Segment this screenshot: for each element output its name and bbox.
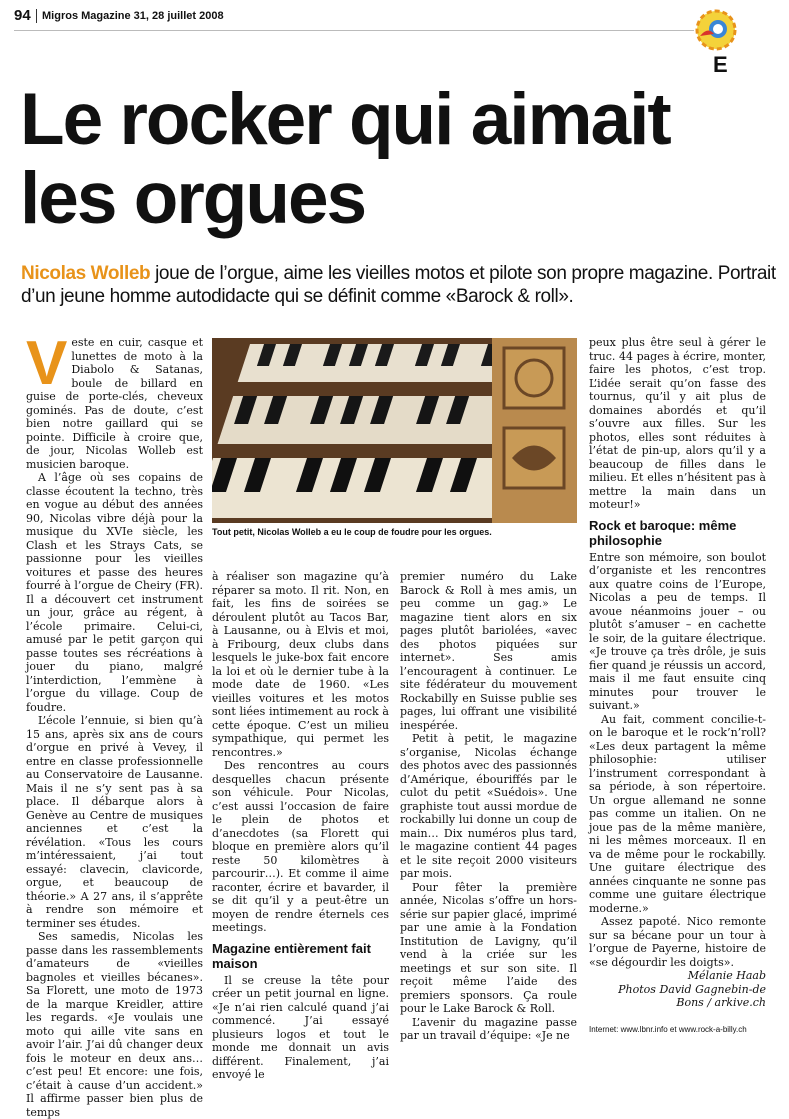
column-4 (589, 336, 766, 1010)
section-letter: E (713, 52, 728, 77)
paragraph: L’école l’ennuie, si bien qu’à 15 ans, après six ans de cours d’orgue en privé à Vevey, il entre en classe professionnelle au Conservatoire de Lausanne. Mais il ne s’y sent pas à sa place. Il débarque alors à Genève au Centre de musiques anciennes et c’est la révélation. «Tous les cours m’intéressaient, j’ai tout essayé: clavecin, clavicorde, orgue, et beaucoup de théorie.» A 27 ans, il s’apprête à rendre son mémoire et terminer ses études. (26, 714, 203, 930)
lead-text: joue de l’orgue, aime les vieilles motos et pilote son propre magazine. Portrait d’un jeune homme autodidacte qui se définit comme «Barock & roll». (21, 263, 776, 307)
paragraph: Au fait, comment concilie-t-on le baroque et le rock’n’roll? «Les deux partagent la même philosophie: utiliser l’instrument correspondant à sa période, à son répertoire. Un orgue allemand ne sonne pas comme un italien. On ne joue pas de la même manière, ni les mêmes morceaux. Il en va de même pour le rockabilly. Une guitare électrique des années cinquante ne sonne pas comme une guitare électrique moderne.» (589, 712, 766, 915)
lead-name: Nicolas Wolleb (21, 263, 151, 284)
section-logo-icon (694, 8, 738, 52)
header-rule (14, 30, 694, 31)
photo-caption: Tout petit, Nicolas Wolleb a eu le coup de foudre pour les orgues. (212, 527, 492, 537)
paragraph: à réaliser son magazine qu’à réparer sa moto. Il rit. Non, en fait, les fins de soirées se déroulent plutôt au Tacos Bar, à Lausanne, ou à Elvis et moi, à Fribourg, deux clubs dans lesquels le juke-box fait encore la loi et où le dernier tube à la mode date de 1960. «Les vieilles voitures et les motos sont liées intimement au rock à cette époque. C’est un milieu sympathique, qui permet les rencontres.» (212, 570, 389, 759)
drop-cap: V (26, 329, 68, 398)
subheading: Rock et baroque: même philosophie (589, 517, 737, 548)
author-name: Mélanie Haab (687, 969, 766, 982)
header-separator (36, 9, 37, 23)
internet-links: Internet: www.lbnr.info et www.rock-a-billy.ch (589, 1025, 747, 1034)
page-number: 94 (14, 7, 31, 24)
magazine-issue: Migros Magazine 31, 28 juillet 2008 (42, 10, 224, 22)
article-title: Le rocker qui aimait les orgues (20, 79, 670, 239)
column-1 (26, 329, 203, 1119)
article-lead (21, 262, 781, 308)
subheading: Magazine entièrement fait maison (212, 940, 371, 971)
paragraph: Petit à petit, le magazine s’organise, Nicolas échange des photos avec des passionnés d’Amérique, ébouriffés par le culot du petit «Suédois». Une graphiste tout aussi mordue de rockabilly lui donne un coup de main… Dix numéros plus tard, le magazine contient 44 pages et le site reçoit 2000 visiteurs par mois. (400, 732, 577, 880)
paragraph: Des rencontres au cours desquelles chacun présente son véhicule. Pour Nicolas, c’est aussi l’occasion de faire le plein de photos et d’anecdotes (sa Florett qui bloque en première alors qu’il reste 50 kilomètres à parcourir…). Et comme il aime raconter, écrire et bavarder, il se dit qu’il y a peut-être un moyen de rendre éternels ces meetings. (212, 759, 389, 934)
column-2 (212, 570, 389, 1082)
paragraph: Veste en cuir, casque et lunettes de moto à la Diabolo & Satanas, boule de billard en guise de porte-clés, cheveux gominés. Pas de doute, c’est bien notre gaillard qui se pointe. Difficile à croire que, de jour, Nicolas Wolleb est musicien baroque. (26, 329, 203, 471)
organ-keyboard-photo (212, 338, 577, 523)
paragraph: Pour fêter la première année, Nicolas s’offre un hors-série sur papier glacé, imprimé par une amie à la Fondation Institution de Lavigny, qu’il vend à la criée sur les meetings et sur son site. Il reçoit même l’aide des premiers sponsors. Ça roule pour le Lake Barock & Roll. (400, 880, 577, 1015)
paragraph: peux plus être seul à gérer le truc. 44 pages à écrire, monter, faire les photos, c’est trop. L’idée serait qu’on fasse des tournus, qu’il y ait plus de domaines abordés et qu’il s’ouvre aux filles. Sur les photos, elles sont réduites à l’état de pin-up, alors qu’il y a beaucoup de filles dans le milieu. Et elles n’hésitent pas à mettre la main dans un moteur!» (589, 336, 766, 511)
paragraph: Assez papoté. Nico remonte sur sa bécane pour un tour à l’orgue de Payerne, histoire de «se dégourdir les doigts». (589, 915, 766, 969)
column-3 (400, 570, 577, 1043)
paragraph: L’avenir du magazine passe par un travail d’équipe: «Je ne (400, 1015, 577, 1042)
paragraph: premier numéro du Lake Barock & Roll à mes amis, un peu comme un gag.» Le magazine tient alors en six pages plutôt bariolées, «avec des photos piquées sur internet». Ses amis l’encouragent à continuer. Le site fédérateur du mouvement Rockabilly en Suisse publie ses pages, lui offrant une visibilité inespérée. (400, 570, 577, 732)
paragraph: Il se creuse la tête pour créer un petit journal en ligne. «Je n’ai rien calculé quand j’ai commencé. J’ai essayé plusieurs logos et tout le monde me donnait un avis différent. Finalement, j’ai envoyé le (212, 973, 389, 1081)
paragraph: Ses samedis, Nicolas les passe dans les rassemblements d’amateurs de «vieilles bagnoles et vieilles bécanes». Sa Florett, une moto de 1973 de la marque Kreidler, attire les regards. «Je voulais une moto qui aille vite sans en avoir l’air. J’ai dû changer deux fois le moteur en deux ans… c’est peu! Et encore: une fois, c’était à cause d’un accident.» Il affirme passer bien plus de temps (26, 930, 203, 1119)
paragraph: A l’âge où ses copains de classe écoutent la techno, très en vogue au début des années 90, Nicolas vibre déjà pour la musique du XVIe siècle, les Clash et les Strays Cats, se passionne pour les vieilles voitures et passe des heures fourré à l’orgue de Cheiry (FR). Il a découvert cet instrument un jour, grâce au régent, à l’école primaire. Celui-ci, amusé par le petit garçon qui passe toutes ses récréations à jouer du piano, malgré l’interdiction, l’emmène à l’orgue du village. Coup de foudre. (26, 471, 203, 714)
paragraph: Entre son mémoire, son boulot d’organiste et les rencontres aux quatre coins de l’Europe, Nicolas a peu de temps. Il avoue néanmoins jouer – ou plutôt s’amuser – en cachette le soir, de la guitare électrique. «Je trouve ça très drôle, je suis fier quand je réussis un accord, mais il me faut ensuite cinq minutes pour trouver le suivant.» (589, 550, 766, 712)
photo-credit: Photos David Gagnebin-de Bons / arkive.ch (618, 982, 766, 1009)
